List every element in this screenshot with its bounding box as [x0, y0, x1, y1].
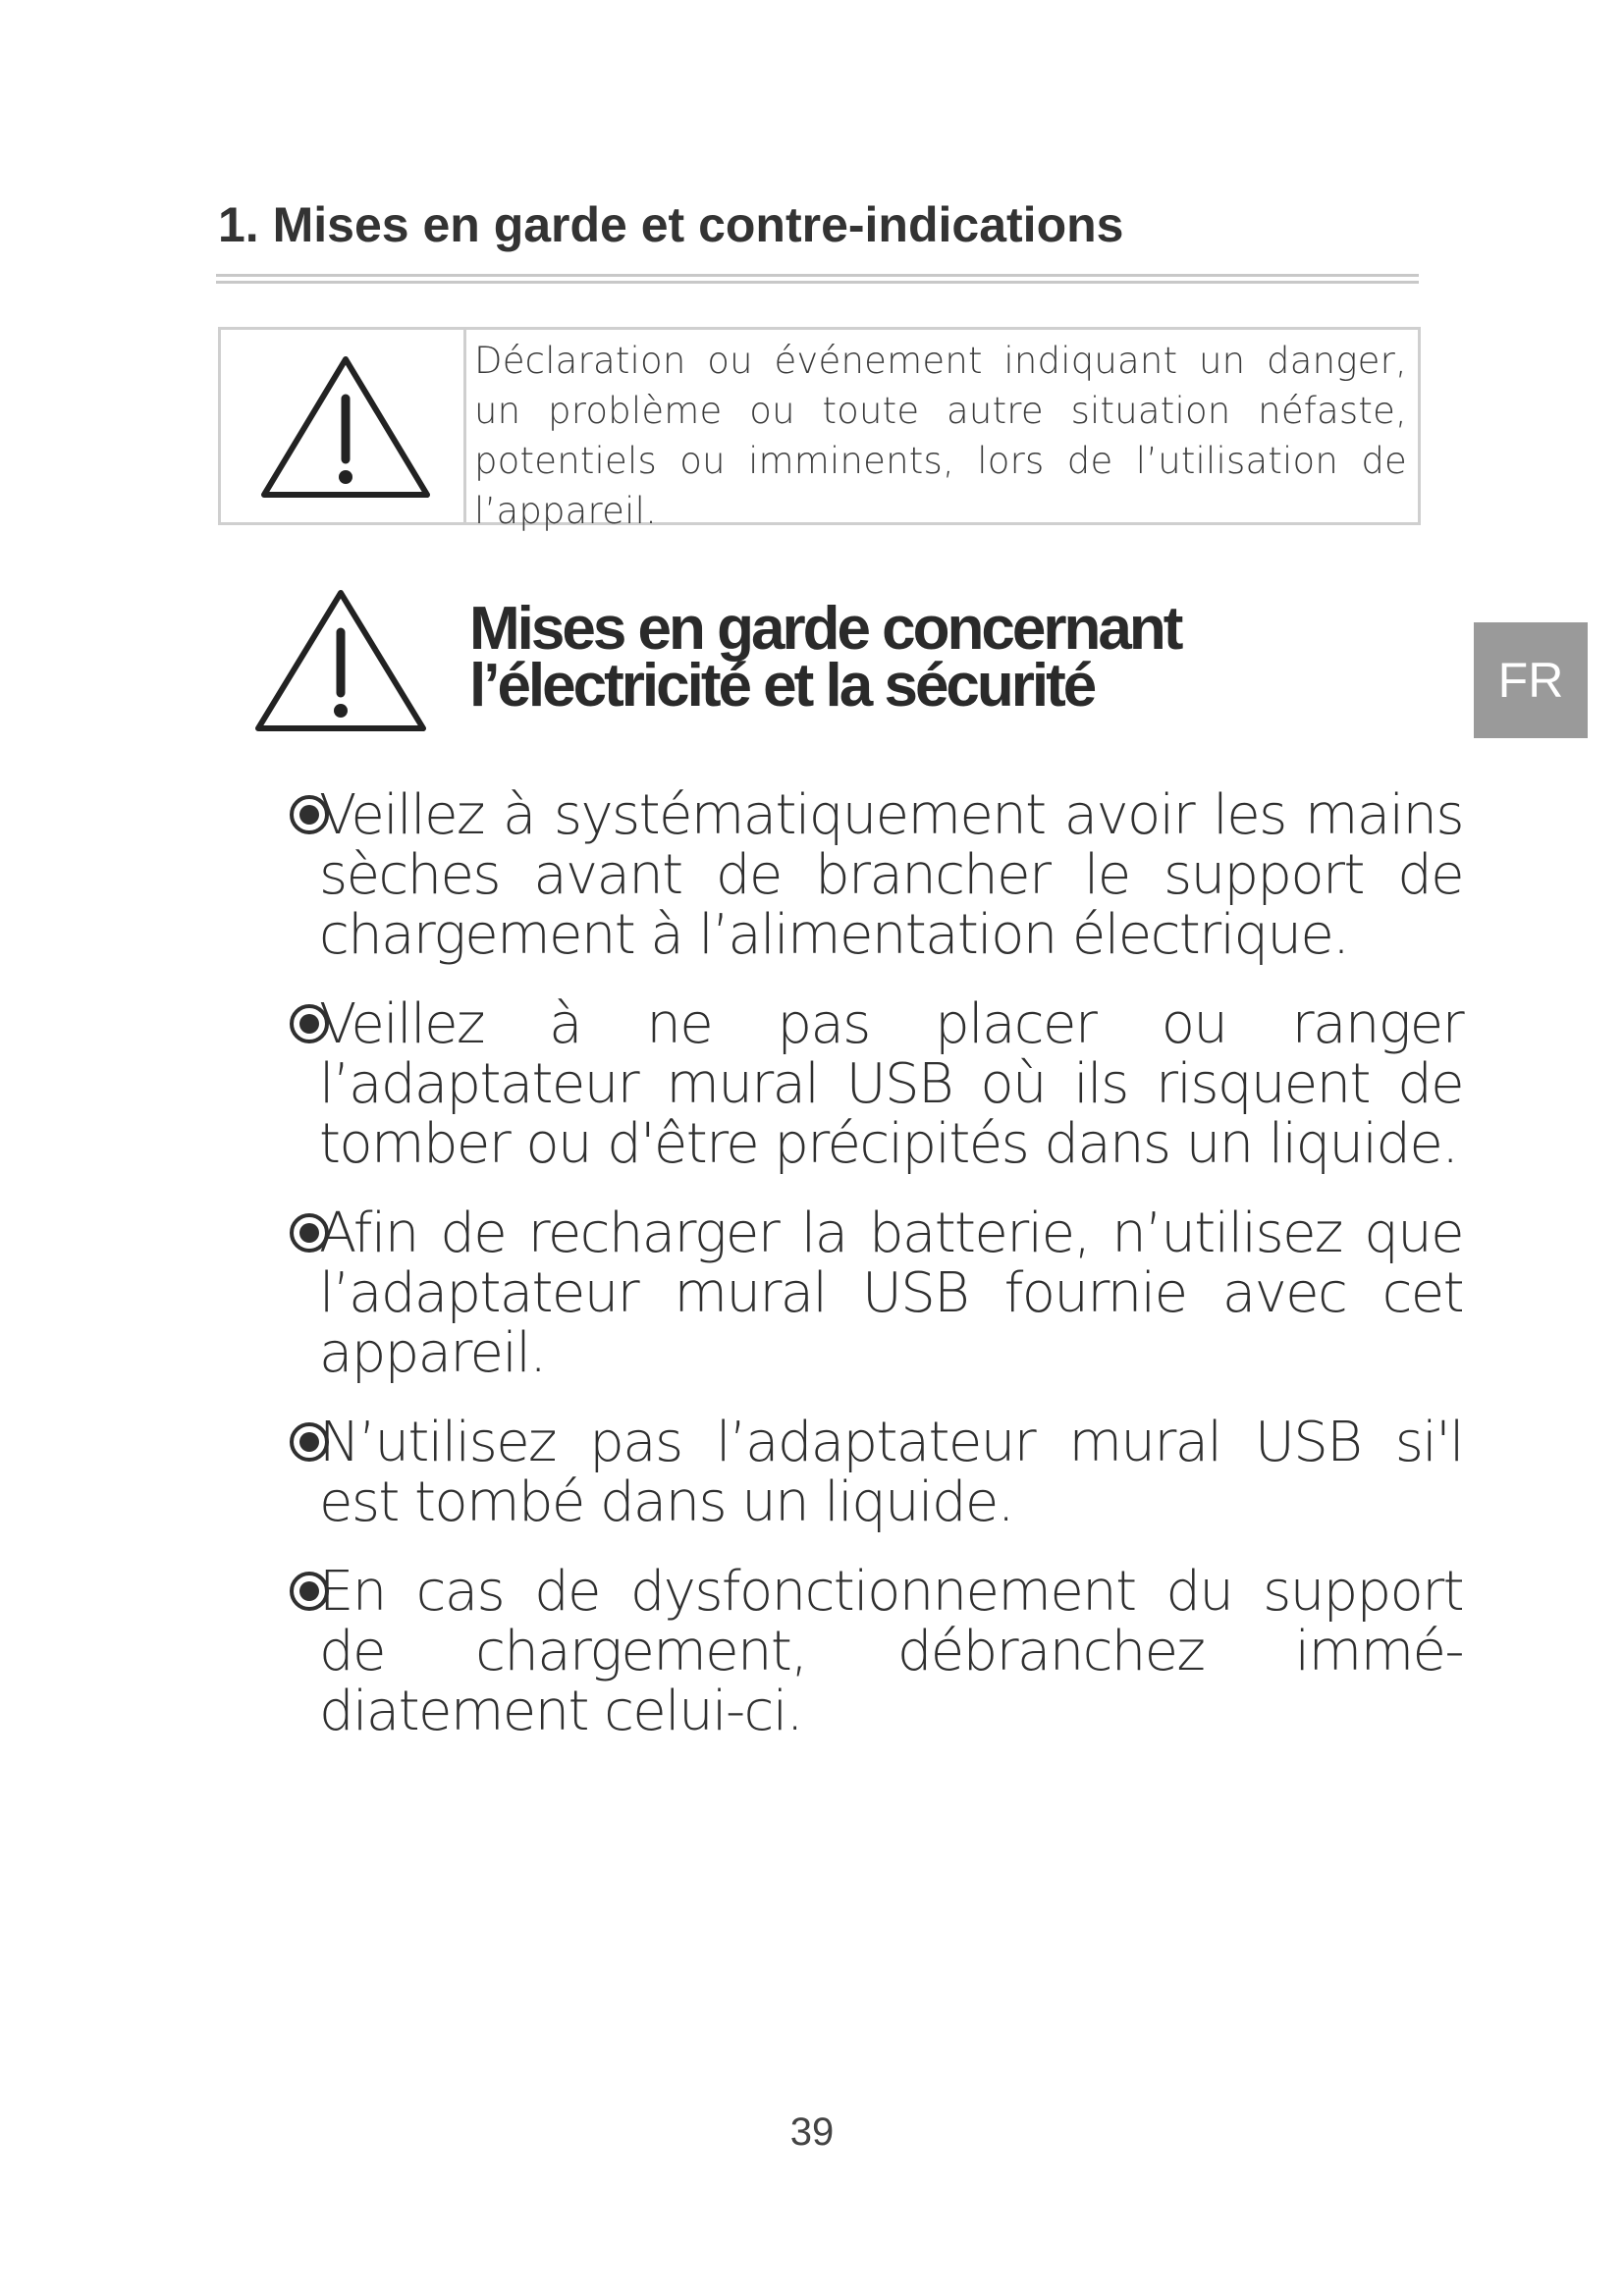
list-item — [290, 994, 1463, 1174]
warning-triangle-icon — [260, 353, 432, 501]
list-item — [290, 1413, 1463, 1532]
legend-text: Déclaration ou événement indiquant un danger, un problème ou toute autre situation néfaste, potentiels ou imminents, lors de l’utilisation de l’appareil. — [474, 340, 1407, 532]
bullet-list — [290, 785, 1463, 1771]
warning-heading-line1: Mises en garde concernant — [469, 595, 1181, 663]
page-number: 39 — [789, 2110, 835, 2154]
list-item-text: En cas de dysfonctionnement du support de chargement, débranchez immé-diatement celui-ci. — [319, 1560, 1463, 1743]
bullet-circle-icon — [290, 1004, 329, 1043]
list-item-text: Afin de recharger la batterie, n’utilisez que l’adaptateur mural USB fournie avec cet appareil. — [319, 1201, 1463, 1385]
legend-box — [218, 327, 1421, 532]
list-item-text: Veillez à ne pas placer ou ranger l’adaptateur mural USB où ils risquent de tomber ou d'être précipités dans un liquide. — [319, 992, 1463, 1176]
language-tab: FR — [1474, 622, 1588, 738]
bullet-circle-icon — [290, 1213, 329, 1253]
list-item — [290, 785, 1463, 965]
section-title: 1. Mises en garde et contre-indications — [218, 197, 1124, 252]
list-item — [290, 1203, 1463, 1383]
warning-heading — [469, 595, 1353, 720]
legend-divider — [463, 330, 466, 522]
list-item-text: N’utilisez pas l’adaptateur mural USB si'l est tombé dans un liquide. — [319, 1411, 1463, 1534]
bullet-circle-icon — [290, 1422, 329, 1462]
warning-triangle-icon — [253, 587, 428, 734]
bullet-circle-icon — [290, 1572, 329, 1611]
warning-heading-line2: l’électricité et la sécurité — [469, 652, 1095, 720]
bullet-circle-icon — [290, 795, 329, 834]
list-item-text: Veillez à systématiquement avoir les mains sèches avant de brancher le support de chargement à l’alimentation électrique. — [319, 783, 1463, 967]
title-rule — [216, 274, 1419, 284]
list-item — [290, 1562, 1463, 1741]
